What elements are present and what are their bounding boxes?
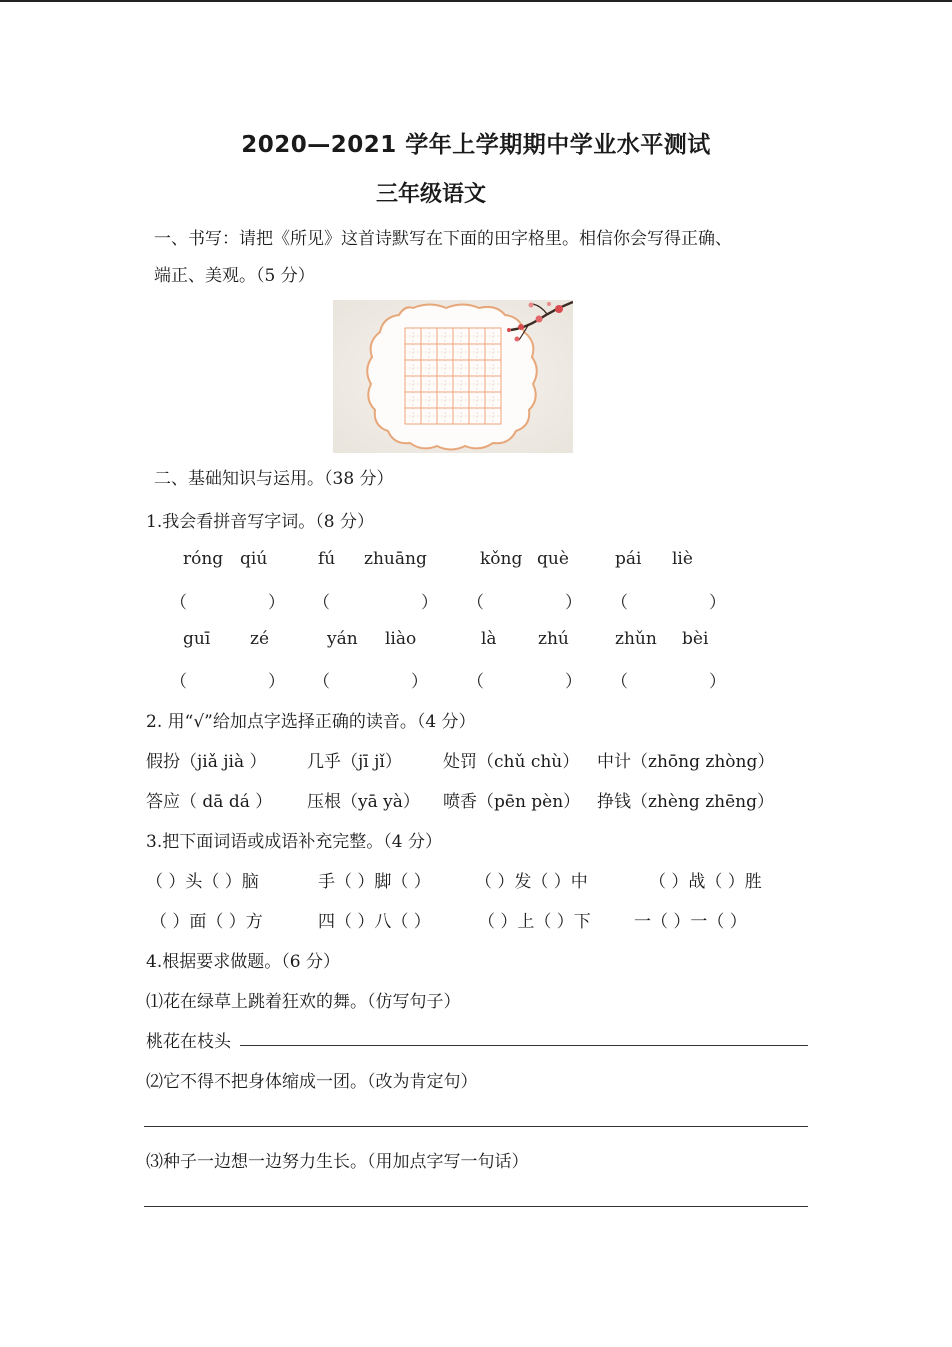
scalloped-frame <box>367 305 537 450</box>
answer-box-open: （ <box>313 593 330 613</box>
q3-item: 手（ ）脚（ ） <box>318 872 431 892</box>
pinyin-1-3: fú <box>318 549 336 569</box>
pinyin-2-3: yán <box>327 629 358 649</box>
q1-title: 1.我会看拼音写字词。（8 分） <box>146 512 374 532</box>
answer-box-close: ） <box>565 672 582 692</box>
pinyin-1-2: qiú <box>240 549 268 569</box>
pinyin-1-8: liè <box>672 549 693 569</box>
q3-item: 四（ ）八（ ） <box>318 912 431 932</box>
pinyin-2-4: liào <box>385 629 417 649</box>
pinyin-1-7: pái <box>615 549 642 569</box>
q3-title: 3.把下面词语或成语补充完整。（4 分） <box>146 832 442 852</box>
q3-item: 一（ ）一（ ） <box>634 912 747 932</box>
answer-box-close: ） <box>709 593 726 613</box>
q2-item: 答应（ dā dá ） <box>146 792 273 812</box>
q4-item1-prefix: 桃花在枝头 <box>146 1032 231 1052</box>
answer-line-1[interactable] <box>240 1045 808 1046</box>
answer-line-3[interactable] <box>144 1206 808 1207</box>
q2-title: 2. 用“√”给加点字选择正确的读音。（4 分） <box>146 712 476 732</box>
answer-box-open: （ <box>170 672 187 692</box>
q2-item: 喷香（pēn pèn） <box>443 792 581 812</box>
answer-box-open: （ <box>611 593 628 613</box>
pinyin-2-7: zhǔn <box>615 629 657 649</box>
pinyin-1-5: kǒng <box>480 549 523 569</box>
answer-box-open: （ <box>313 672 330 692</box>
section1-instruction-line2: 端正、美观。（5 分） <box>154 266 315 286</box>
q3-item: （ ）上（ ）下 <box>478 912 591 932</box>
q3-item: （ ）面（ ）方 <box>150 912 263 932</box>
q2-item: 挣钱（zhèng zhēng） <box>597 792 774 812</box>
answer-box-open: （ <box>467 672 484 692</box>
answer-box-close: ） <box>411 672 428 692</box>
q4-item2: ⑵它不得不把身体缩成一团。（改为肯定句） <box>146 1072 478 1092</box>
q3-item: （ ）头（ ）脑 <box>146 872 259 892</box>
tianzige-writing-grid <box>333 300 573 453</box>
q4-title: 4.根据要求做题。（6 分） <box>146 952 340 972</box>
answer-box-open: （ <box>611 672 628 692</box>
answer-box-close: ） <box>565 593 582 613</box>
answer-box-open: （ <box>467 593 484 613</box>
pinyin-1-6: què <box>537 549 569 569</box>
q4-item1: ⑴花在绿草上跳着狂欢的舞。（仿写句子） <box>146 992 461 1012</box>
page-subtitle: 三年级语文 <box>376 182 487 207</box>
q2-item: 处罚（chǔ chù） <box>443 752 580 772</box>
pinyin-1-4: zhuāng <box>364 549 427 569</box>
pinyin-2-2: zé <box>250 629 270 649</box>
answer-box-close: ） <box>268 593 285 613</box>
q2-item: 压根（yā yà） <box>307 792 420 812</box>
q2-item: 几乎（jī jǐ） <box>307 752 402 772</box>
answer-box-close: ） <box>421 593 438 613</box>
q3-item: （ ）发（ ）中 <box>475 872 588 892</box>
q4-item3: ⑶种子一边想一边努力生长。（用加点字写一句话） <box>146 1152 529 1172</box>
q3-item: （ ）战（ ）胜 <box>649 872 762 892</box>
pinyin-2-6: zhú <box>538 629 569 649</box>
pinyin-1-1: róng <box>183 549 224 569</box>
answer-line-2[interactable] <box>144 1126 808 1127</box>
section2-heading: 二、基础知识与运用。（38 分） <box>154 469 394 489</box>
page-title: 2020—2021 学年上学期期中学业水平测试 <box>241 132 711 158</box>
answer-box-close: ） <box>268 672 285 692</box>
page-top-border <box>0 0 952 2</box>
pinyin-2-5: là <box>481 629 497 649</box>
pinyin-2-1: guī <box>183 629 211 649</box>
answer-box-close: ） <box>709 672 726 692</box>
q2-item: 假扮（jiǎ jià ） <box>146 752 267 772</box>
section1-instruction-line1: 一、书写：请把《所见》这首诗默写在下面的田字格里。相信你会写得正确、 <box>154 229 732 249</box>
answer-box-open: （ <box>170 593 187 613</box>
pinyin-2-8: bèi <box>682 629 709 649</box>
q2-item: 中计（zhōng zhòng） <box>597 752 775 772</box>
